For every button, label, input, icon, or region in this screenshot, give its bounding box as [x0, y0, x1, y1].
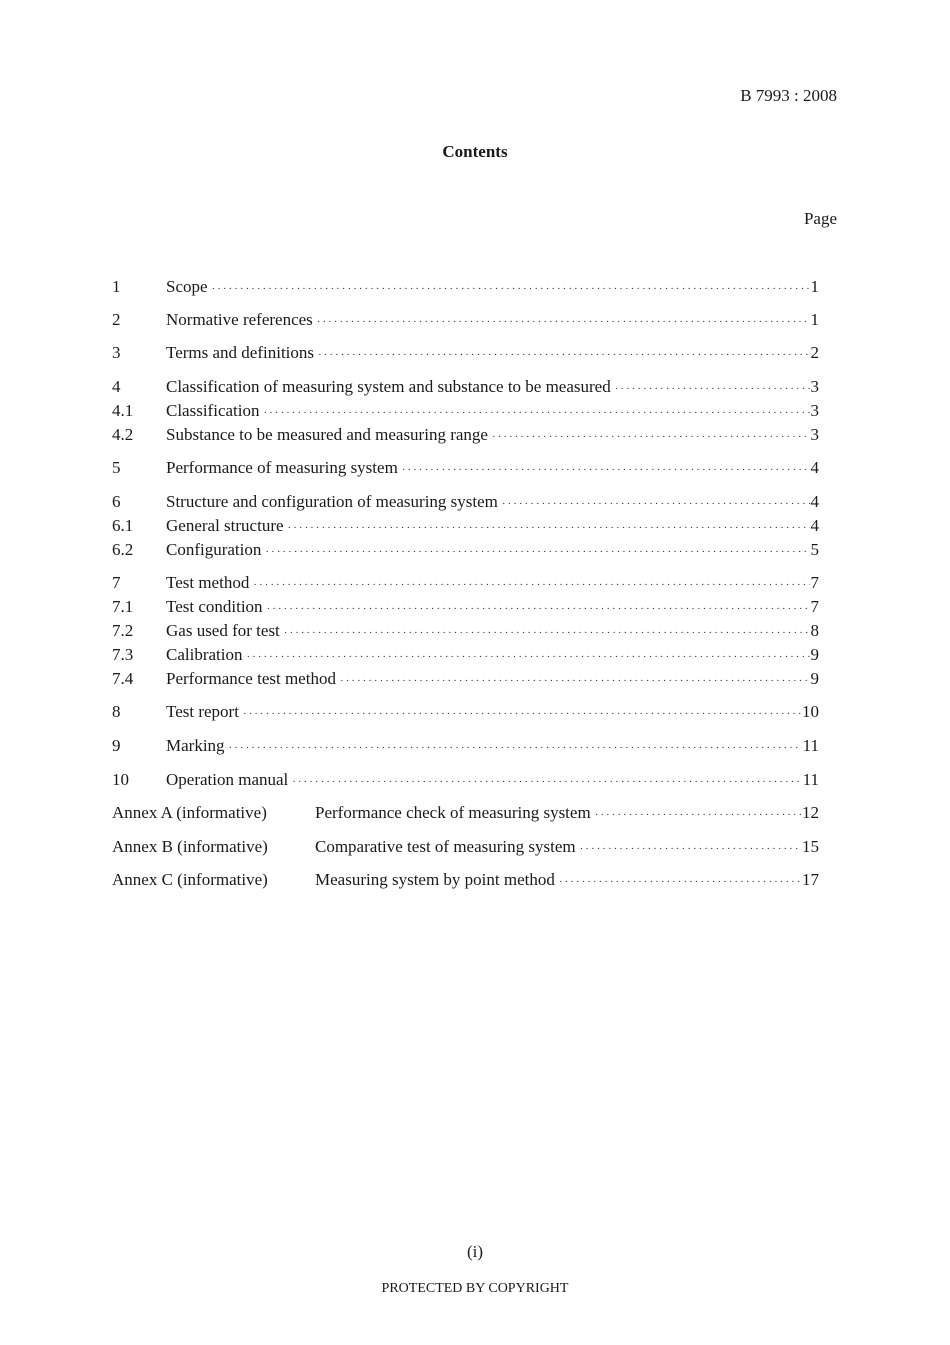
toc-entry-label: Normative references — [166, 310, 313, 329]
toc-entry-number: 7.2 — [112, 621, 134, 640]
toc-entry[interactable] — [112, 376, 819, 398]
dot-leader — [263, 402, 809, 424]
toc-entry-number: 3 — [112, 343, 121, 362]
toc-entry-label: Calibration — [166, 645, 243, 664]
toc-entry-page: 4 — [810, 516, 819, 535]
dot-leader — [253, 574, 809, 596]
toc-entry-page: 11 — [802, 770, 819, 789]
dot-leader — [243, 703, 801, 725]
toc-annex-page: 17 — [802, 870, 819, 889]
dot-leader — [559, 871, 801, 893]
toc-entry-number: 6.2 — [112, 540, 134, 559]
dot-leader — [212, 278, 810, 300]
toc-entry-label: Classification — [166, 401, 260, 420]
toc-entry-number: 4 — [112, 377, 121, 396]
dot-leader — [265, 541, 809, 563]
toc-annex-entry[interactable] — [112, 802, 819, 824]
toc-entry-label: Classification of measuring system and substance to be measured — [166, 377, 611, 396]
toc-entry[interactable] — [112, 701, 819, 723]
dot-leader — [502, 493, 810, 515]
toc-entry[interactable] — [112, 735, 819, 757]
copyright-notice: PROTECTED BY COPYRIGHT — [381, 1281, 569, 1296]
toc-annex-label: Performance check of measuring system — [315, 803, 591, 822]
toc-entry[interactable] — [112, 400, 819, 422]
toc-annex-entry[interactable] — [112, 836, 819, 858]
dot-leader — [318, 344, 809, 366]
toc-entry-label: Scope — [166, 277, 208, 296]
toc-entry-label: Structure and configuration of measuring system — [166, 492, 498, 511]
toc-entry[interactable] — [112, 572, 819, 594]
toc-entry[interactable] — [112, 596, 819, 618]
toc-entry-number: 7.4 — [112, 669, 134, 688]
dot-leader — [246, 646, 809, 668]
toc-entry-page: 1 — [810, 310, 819, 329]
toc-entry-label: Terms and definitions — [166, 343, 315, 362]
toc-entry[interactable] — [112, 769, 819, 791]
toc-entry-label: Operation manual — [166, 770, 289, 789]
dot-leader — [288, 517, 810, 539]
dot-leader — [615, 378, 810, 400]
toc-entry-page: 10 — [802, 702, 819, 721]
toc-entry[interactable] — [112, 620, 819, 642]
toc-entry-label: Gas used for test — [166, 621, 280, 640]
toc-entry-number: 7.1 — [112, 597, 134, 616]
toc-entry-number: 4.2 — [112, 425, 134, 444]
toc-entry-page: 8 — [810, 621, 819, 640]
toc-entry-page: 3 — [810, 377, 819, 396]
toc-entry-page: 7 — [810, 573, 819, 592]
toc-entry-number: 6 — [112, 492, 121, 511]
toc-entry-page: 1 — [810, 277, 819, 296]
toc-entry-page: 7 — [810, 597, 819, 616]
dot-leader — [580, 838, 801, 860]
toc-entry[interactable] — [112, 491, 819, 513]
toc-annex-page: 12 — [802, 803, 819, 822]
toc-entry-label: General structure — [166, 516, 284, 535]
toc-entry-number: 7.3 — [112, 645, 134, 664]
toc-entry-label: Performance test method — [166, 669, 336, 688]
toc-entry-label: Test report — [166, 702, 239, 721]
toc-annex-label: Comparative test of measuring system — [315, 837, 576, 856]
toc-entry-number: 7 — [112, 573, 121, 592]
toc-entry-label: Marking — [166, 736, 225, 755]
toc-entry-page: 5 — [810, 540, 819, 559]
toc-entry[interactable] — [112, 342, 819, 364]
toc-entry[interactable] — [112, 539, 819, 561]
dot-leader — [402, 459, 810, 481]
dot-leader — [284, 622, 810, 644]
toc-entry[interactable] — [112, 668, 819, 690]
toc-entry-page: 9 — [810, 645, 819, 664]
dot-leader — [229, 737, 802, 759]
toc-entry-page: 4 — [810, 458, 819, 477]
toc-entry[interactable] — [112, 644, 819, 666]
dot-leader — [292, 771, 801, 793]
toc-entry-page: 11 — [802, 736, 819, 755]
toc-entry-label: Test method — [166, 573, 250, 592]
toc-annex-number: Annex A (informative) — [112, 803, 267, 822]
toc-entry[interactable] — [112, 457, 819, 479]
dot-leader — [340, 670, 810, 692]
toc-entry[interactable] — [112, 424, 819, 446]
toc-entry-page: 4 — [810, 492, 819, 511]
toc-entry[interactable] — [112, 276, 819, 298]
toc-entry-number: 6.1 — [112, 516, 134, 535]
dot-leader — [492, 426, 810, 448]
toc-entry-label: Substance to be measured and measuring range — [166, 425, 488, 444]
toc-annex-label: Measuring system by point method — [315, 870, 555, 889]
toc-annex-entry[interactable] — [112, 869, 819, 891]
dot-leader — [267, 598, 810, 620]
toc-entry-number: 10 — [112, 770, 129, 789]
page-column-label: Page — [803, 209, 837, 228]
toc-entry-label: Test condition — [166, 597, 263, 616]
toc-annex-number: Annex B (informative) — [112, 837, 268, 856]
toc-entry-number: 4.1 — [112, 401, 134, 420]
toc-entry-label: Performance of measuring system — [166, 458, 398, 477]
standard-number: B 7993 : 2008 — [740, 86, 837, 105]
page-title: Contents — [442, 142, 508, 161]
toc-entry-page: 3 — [810, 425, 819, 444]
toc-annex-number: Annex C (informative) — [112, 870, 268, 889]
toc-entry-number: 1 — [112, 277, 121, 296]
dot-leader — [317, 311, 810, 333]
footer-page-number: (i) — [466, 1242, 484, 1261]
toc-entry[interactable] — [112, 515, 819, 537]
toc-entry-number: 8 — [112, 702, 121, 721]
toc-entry[interactable] — [112, 309, 819, 331]
toc-entry-page: 3 — [810, 401, 819, 420]
toc-entry-number: 5 — [112, 458, 121, 477]
toc-entry-page: 2 — [810, 343, 819, 362]
toc-entry-label: Configuration — [166, 540, 262, 559]
toc-entry-number: 2 — [112, 310, 121, 329]
toc-entry-page: 9 — [810, 669, 819, 688]
toc-annex-page: 15 — [802, 837, 819, 856]
toc-entry-number: 9 — [112, 736, 121, 755]
dot-leader — [595, 804, 801, 826]
